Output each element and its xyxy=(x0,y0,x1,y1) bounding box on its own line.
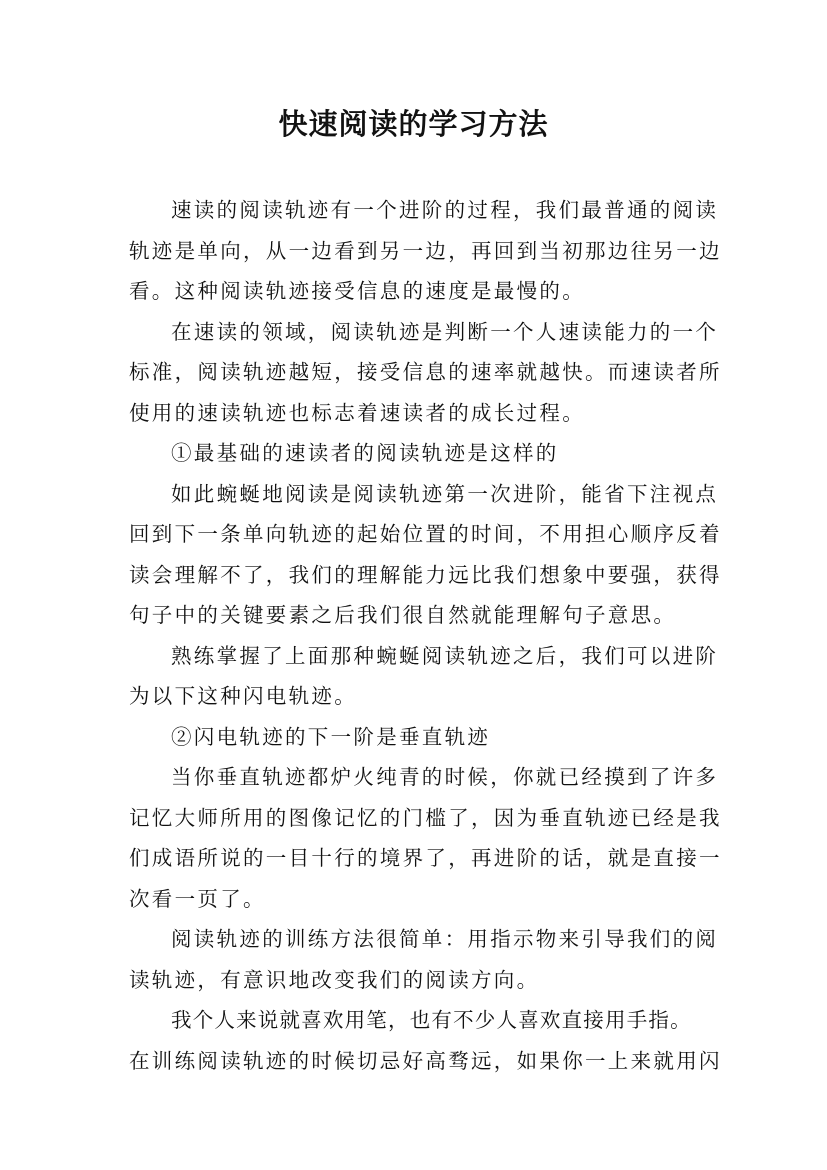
text-line: 次看一页了。 xyxy=(129,886,266,911)
text-line: 轨迹是单向，从一边看到另一边，再回到当初那边往另一边 xyxy=(129,238,722,263)
text-line: 在速读的领域，阅读轨迹是判断一个人速读能力的一个 xyxy=(171,319,719,344)
text-line: 记忆大师所用的图像记忆的门槛了，因为垂直轨迹已经是我 xyxy=(129,805,722,830)
section-heading-2: ②闪电轨迹的下一阶是垂直轨迹 xyxy=(171,724,491,749)
text-line: 当你垂直轨迹都炉火纯青的时候，你就已经摸到了许多 xyxy=(171,765,719,789)
text-line: 回到下一条单向轨迹的起始位置的时间，不用担心顺序反着 xyxy=(129,522,722,546)
text-line: 看。这种阅读轨迹接受信息的速度是最慢的。 xyxy=(129,279,585,303)
text-line: 们成语所说的一目十行的境界了，再进阶的话，就是直接一 xyxy=(129,846,722,870)
text-line: 为以下这种闪电轨迹。 xyxy=(129,684,357,708)
text-line: 读会理解不了，我们的理解能力远比我们想象中要强，获得 xyxy=(129,562,722,587)
text-line: 句子中的关键要素之后我们很自然就能理解句子意思。 xyxy=(129,603,677,627)
text-line: 使用的速读轨迹也标志着速读者的成长过程。 xyxy=(129,400,585,425)
document-title: 快速阅读的学习方法 xyxy=(278,107,549,141)
text-line: 读轨迹，有意识地改变我们的阅读方向。 xyxy=(129,967,540,992)
text-line: 我个人来说就喜欢用笔，也有不少人喜欢直接用手指。 xyxy=(171,1008,692,1032)
text-line: 速读的阅读轨迹有一个进阶的过程，我们最普通的阅读 xyxy=(171,198,719,222)
text-line: 熟练掌握了上面那种蜿蜒阅读轨迹之后，我们可以进阶 xyxy=(171,643,719,668)
text-line: 在训练阅读轨迹的时候切忌好高骛远，如果你一上来就用闪 xyxy=(129,1048,722,1073)
text-line: 阅读轨迹的训练方法很简单：用指示物来引导我们的阅 xyxy=(171,927,719,951)
text-line: 如此蜿蜒地阅读是阅读轨迹第一次进阶，能省下注视点 xyxy=(171,481,719,506)
document-body xyxy=(129,190,722,1081)
section-heading-1: ①最基础的速读者的阅读轨迹是这样的 xyxy=(171,441,559,465)
text-line: 标准，阅读轨迹越短，接受信息的速率就越快。而速读者所 xyxy=(129,360,722,384)
